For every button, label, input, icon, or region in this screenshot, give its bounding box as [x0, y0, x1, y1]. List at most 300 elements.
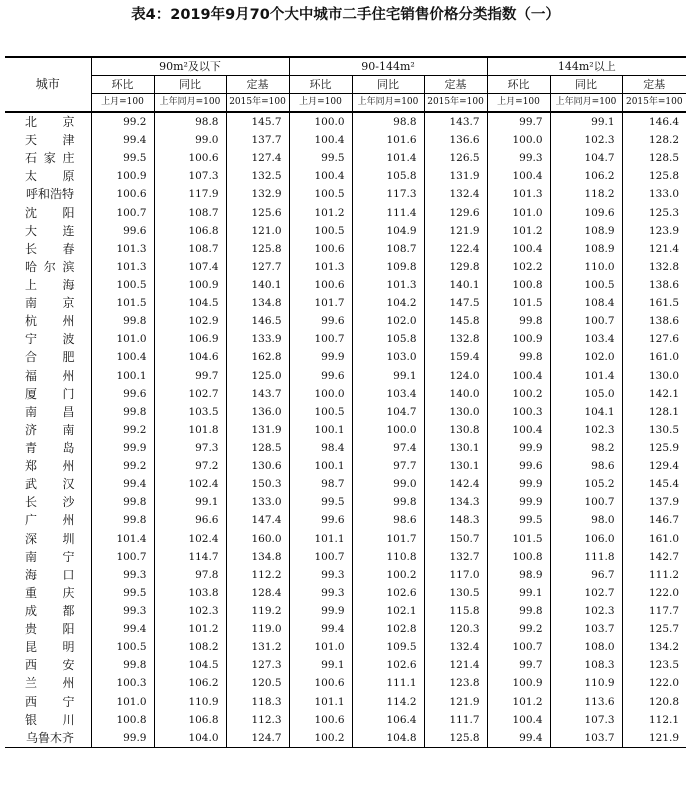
city-cell: 天津	[25, 133, 75, 148]
value-cell: 133.0	[622, 185, 686, 203]
value-cell: 101.0	[487, 204, 550, 222]
value-cell: 102.4	[154, 475, 226, 493]
column-header: 同比	[154, 76, 226, 94]
value-cell: 107.3	[154, 167, 226, 185]
value-cell: 108.7	[154, 204, 226, 222]
value-cell: 99.4	[91, 620, 154, 638]
city-cell: 乌鲁木齐	[5, 729, 91, 748]
value-cell: 132.4	[424, 638, 487, 656]
value-cell: 125.7	[622, 620, 686, 638]
value-cell: 99.6	[91, 385, 154, 403]
value-cell: 100.2	[352, 566, 424, 584]
value-cell: 100.6	[289, 674, 352, 692]
value-cell: 119.0	[226, 620, 289, 638]
value-cell: 130.0	[622, 367, 686, 385]
value-cell: 102.6	[352, 584, 424, 602]
value-cell: 143.7	[424, 112, 487, 131]
value-cell: 131.2	[226, 638, 289, 656]
value-cell: 107.4	[154, 258, 226, 276]
value-cell: 101.4	[352, 149, 424, 167]
column-header: 定基	[424, 76, 487, 94]
value-cell: 109.6	[550, 204, 622, 222]
value-cell: 100.6	[289, 276, 352, 294]
value-cell: 100.1	[289, 421, 352, 439]
value-cell: 100.2	[487, 385, 550, 403]
table-row	[5, 330, 686, 348]
value-cell: 125.3	[622, 204, 686, 222]
value-cell: 125.8	[424, 729, 487, 748]
base-header: 上月=100	[91, 94, 154, 113]
value-cell: 138.6	[622, 276, 686, 294]
value-cell: 99.9	[289, 348, 352, 366]
value-cell: 101.4	[91, 530, 154, 548]
value-cell: 97.2	[154, 457, 226, 475]
value-cell: 97.3	[154, 439, 226, 457]
value-cell: 100.6	[289, 711, 352, 729]
value-cell: 99.1	[289, 656, 352, 674]
column-header: 同比	[550, 76, 622, 94]
value-cell: 110.8	[352, 548, 424, 566]
value-cell: 101.3	[91, 258, 154, 276]
value-cell: 100.9	[91, 167, 154, 185]
value-cell: 128.2	[622, 131, 686, 149]
value-cell: 102.7	[154, 385, 226, 403]
value-cell: 147.5	[424, 294, 487, 312]
value-cell: 99.7	[154, 367, 226, 385]
table-row	[5, 348, 686, 366]
value-cell: 160.0	[226, 530, 289, 548]
value-cell: 101.3	[91, 240, 154, 258]
value-cell: 130.5	[424, 584, 487, 602]
value-cell: 100.6	[154, 149, 226, 167]
value-cell: 98.4	[289, 439, 352, 457]
value-cell: 99.9	[487, 475, 550, 493]
value-cell: 99.8	[91, 403, 154, 421]
value-cell: 103.0	[352, 348, 424, 366]
value-cell: 99.2	[91, 112, 154, 131]
value-cell: 102.7	[550, 584, 622, 602]
value-cell: 100.0	[487, 131, 550, 149]
base-header: 2015年=100	[424, 94, 487, 113]
value-cell: 99.6	[289, 367, 352, 385]
value-cell: 99.8	[352, 493, 424, 511]
table-row	[5, 276, 686, 294]
city-cell: 福州	[25, 368, 75, 383]
value-cell: 102.0	[550, 348, 622, 366]
value-cell: 145.7	[226, 112, 289, 131]
value-cell: 150.3	[226, 475, 289, 493]
value-cell: 106.8	[154, 222, 226, 240]
table-row	[5, 167, 686, 185]
value-cell: 100.1	[289, 457, 352, 475]
value-cell: 120.3	[424, 620, 487, 638]
value-cell: 130.6	[226, 457, 289, 475]
value-cell: 132.7	[424, 548, 487, 566]
value-cell: 137.9	[622, 493, 686, 511]
city-cell: 济南	[25, 422, 75, 437]
value-cell: 105.0	[550, 385, 622, 403]
table-row	[5, 711, 686, 729]
value-cell: 99.9	[91, 729, 154, 748]
value-cell: 104.7	[352, 403, 424, 421]
value-cell: 132.4	[424, 185, 487, 203]
value-cell: 99.5	[487, 511, 550, 529]
value-cell: 125.9	[622, 439, 686, 457]
city-cell: 广州	[25, 513, 75, 528]
value-cell: 100.4	[487, 711, 550, 729]
city-cell: 兰州	[25, 676, 75, 691]
value-cell: 148.3	[424, 511, 487, 529]
value-cell: 101.7	[289, 294, 352, 312]
table-row	[5, 312, 686, 330]
value-cell: 108.9	[550, 222, 622, 240]
value-cell: 108.9	[550, 240, 622, 258]
table-title: 表4：2019年9月70个大中城市二手住宅销售价格分类指数（一）	[131, 7, 560, 23]
value-cell: 114.2	[352, 693, 424, 711]
value-cell: 108.3	[550, 656, 622, 674]
value-cell: 123.5	[622, 656, 686, 674]
value-cell: 101.2	[289, 204, 352, 222]
value-cell: 99.4	[91, 131, 154, 149]
value-cell: 101.3	[487, 185, 550, 203]
value-cell: 100.6	[289, 240, 352, 258]
base-header: 2015年=100	[622, 94, 686, 113]
table-row	[5, 185, 686, 203]
value-cell: 100.4	[91, 348, 154, 366]
value-cell: 100.3	[487, 403, 550, 421]
value-cell: 146.4	[622, 112, 686, 131]
city-cell: 呼和浩特	[26, 187, 75, 202]
base-header: 上年同月=100	[352, 94, 424, 113]
value-cell: 102.3	[154, 602, 226, 620]
value-cell: 99.1	[550, 112, 622, 131]
base-header: 上月=100	[289, 94, 352, 113]
table-row	[5, 620, 686, 638]
value-cell: 100.4	[487, 367, 550, 385]
table-row	[5, 149, 686, 167]
city-cell: 南昌	[25, 404, 75, 419]
value-cell: 117.0	[424, 566, 487, 584]
value-cell: 112.1	[622, 711, 686, 729]
value-cell: 100.4	[487, 167, 550, 185]
value-cell: 133.9	[226, 330, 289, 348]
table-row	[5, 638, 686, 656]
value-cell: 121.4	[622, 240, 686, 258]
value-cell: 132.9	[226, 185, 289, 203]
value-cell: 162.8	[226, 348, 289, 366]
value-cell: 99.3	[91, 602, 154, 620]
table-row	[5, 112, 686, 131]
value-cell: 100.7	[550, 493, 622, 511]
table-row	[5, 457, 686, 475]
value-cell: 123.9	[622, 222, 686, 240]
table-row	[5, 294, 686, 312]
value-cell: 130.1	[424, 439, 487, 457]
value-cell: 104.5	[154, 294, 226, 312]
value-cell: 125.8	[226, 240, 289, 258]
value-cell: 117.9	[154, 185, 226, 203]
value-cell: 101.5	[91, 294, 154, 312]
value-cell: 99.8	[487, 602, 550, 620]
value-cell: 99.8	[487, 312, 550, 330]
table-row	[5, 204, 686, 222]
city-cell: 深圳	[25, 531, 75, 546]
value-cell: 100.8	[487, 548, 550, 566]
value-cell: 100.9	[487, 330, 550, 348]
value-cell: 113.6	[550, 693, 622, 711]
value-cell: 127.7	[226, 258, 289, 276]
value-cell: 159.4	[424, 348, 487, 366]
city-cell: 青岛	[25, 441, 75, 456]
value-cell: 132.8	[424, 330, 487, 348]
value-cell: 121.9	[622, 729, 686, 748]
value-cell: 124.0	[424, 367, 487, 385]
table-row	[5, 530, 686, 548]
value-cell: 101.2	[487, 693, 550, 711]
group-header: 90-144m²	[289, 57, 487, 76]
city-column-header: 城市	[5, 57, 91, 112]
table-row	[5, 475, 686, 493]
city-cell: 西宁	[25, 694, 75, 709]
city-cell: 西安	[25, 658, 75, 673]
table-row	[5, 367, 686, 385]
value-cell: 99.5	[91, 149, 154, 167]
value-cell: 118.3	[226, 693, 289, 711]
value-cell: 100.4	[289, 167, 352, 185]
value-cell: 99.3	[289, 566, 352, 584]
value-cell: 125.8	[622, 167, 686, 185]
table-body	[5, 112, 686, 747]
value-cell: 99.9	[289, 602, 352, 620]
table-row	[5, 674, 686, 692]
value-cell: 128.5	[622, 149, 686, 167]
value-cell: 108.7	[154, 240, 226, 258]
value-cell: 110.0	[550, 258, 622, 276]
table-row	[5, 729, 686, 748]
city-cell: 石家庄	[25, 151, 75, 166]
table-row	[5, 584, 686, 602]
value-cell: 99.6	[91, 222, 154, 240]
value-cell: 100.7	[289, 548, 352, 566]
value-cell: 101.3	[289, 258, 352, 276]
value-cell: 127.3	[226, 656, 289, 674]
value-cell: 109.8	[352, 258, 424, 276]
value-cell: 99.3	[91, 566, 154, 584]
group-header: 90m²及以下	[91, 57, 289, 76]
value-cell: 96.6	[154, 511, 226, 529]
value-cell: 99.7	[487, 112, 550, 131]
value-cell: 130.8	[424, 421, 487, 439]
value-cell: 101.1	[289, 693, 352, 711]
value-cell: 106.9	[154, 330, 226, 348]
city-cell: 大连	[25, 223, 75, 238]
value-cell: 99.4	[289, 620, 352, 638]
value-cell: 161.0	[622, 530, 686, 548]
value-cell: 108.7	[352, 240, 424, 258]
column-header: 环比	[91, 76, 154, 94]
value-cell: 119.2	[226, 602, 289, 620]
table-row	[5, 258, 686, 276]
value-cell: 99.3	[289, 584, 352, 602]
table-row	[5, 602, 686, 620]
value-cell: 101.2	[154, 620, 226, 638]
value-cell: 99.3	[487, 149, 550, 167]
value-cell: 133.0	[226, 493, 289, 511]
value-cell: 127.6	[622, 330, 686, 348]
value-cell: 102.3	[550, 602, 622, 620]
table-row	[5, 439, 686, 457]
value-cell: 150.7	[424, 530, 487, 548]
value-cell: 108.0	[550, 638, 622, 656]
value-cell: 100.5	[289, 403, 352, 421]
price-index-table	[5, 56, 686, 748]
city-cell: 银川	[25, 712, 75, 727]
value-cell: 161.0	[622, 348, 686, 366]
base-header: 2015年=100	[226, 94, 289, 113]
value-cell: 99.6	[289, 511, 352, 529]
value-cell: 98.8	[352, 112, 424, 131]
value-cell: 112.3	[226, 711, 289, 729]
value-cell: 104.5	[154, 656, 226, 674]
city-cell: 杭州	[25, 314, 75, 329]
value-cell: 100.0	[352, 421, 424, 439]
city-cell: 重庆	[25, 585, 75, 600]
value-cell: 125.0	[226, 367, 289, 385]
value-cell: 102.4	[154, 530, 226, 548]
value-cell: 101.0	[91, 330, 154, 348]
value-cell: 142.4	[424, 475, 487, 493]
value-cell: 98.0	[550, 511, 622, 529]
value-cell: 106.2	[154, 674, 226, 692]
table-row	[5, 566, 686, 584]
value-cell: 99.0	[352, 475, 424, 493]
value-cell: 101.4	[550, 367, 622, 385]
city-cell: 合肥	[25, 350, 75, 365]
value-cell: 99.9	[487, 439, 550, 457]
value-cell: 131.9	[226, 421, 289, 439]
value-cell: 101.8	[154, 421, 226, 439]
city-cell: 上海	[25, 278, 75, 293]
value-cell: 96.7	[550, 566, 622, 584]
value-cell: 99.1	[487, 584, 550, 602]
value-cell: 132.5	[226, 167, 289, 185]
value-cell: 101.0	[91, 693, 154, 711]
city-cell: 长春	[25, 241, 75, 256]
value-cell: 129.6	[424, 204, 487, 222]
city-cell: 哈尔滨	[25, 259, 75, 274]
value-cell: 143.7	[226, 385, 289, 403]
value-cell: 134.2	[622, 638, 686, 656]
table-row	[5, 493, 686, 511]
value-cell: 99.9	[91, 439, 154, 457]
base-header: 上月=100	[487, 94, 550, 113]
value-cell: 122.0	[622, 674, 686, 692]
value-cell: 99.4	[487, 729, 550, 748]
value-cell: 117.3	[352, 185, 424, 203]
value-cell: 99.8	[91, 493, 154, 511]
value-cell: 100.5	[91, 638, 154, 656]
value-cell: 100.0	[289, 385, 352, 403]
value-cell: 98.6	[550, 457, 622, 475]
value-cell: 109.5	[352, 638, 424, 656]
value-cell: 130.1	[424, 457, 487, 475]
value-cell: 104.8	[352, 729, 424, 748]
value-cell: 104.6	[154, 348, 226, 366]
value-cell: 100.4	[487, 240, 550, 258]
value-cell: 124.7	[226, 729, 289, 748]
value-cell: 146.7	[622, 511, 686, 529]
value-cell: 99.6	[487, 457, 550, 475]
value-cell: 114.7	[154, 548, 226, 566]
value-cell: 111.7	[424, 711, 487, 729]
table-row	[5, 222, 686, 240]
value-cell: 100.3	[91, 674, 154, 692]
value-cell: 100.8	[487, 276, 550, 294]
value-cell: 111.1	[352, 674, 424, 692]
value-cell: 101.1	[289, 530, 352, 548]
value-cell: 123.8	[424, 674, 487, 692]
city-cell: 南宁	[25, 549, 75, 564]
base-header: 上年同月=100	[550, 94, 622, 113]
value-cell: 121.0	[226, 222, 289, 240]
table-row	[5, 131, 686, 149]
city-cell: 昆明	[25, 640, 75, 655]
value-cell: 137.7	[226, 131, 289, 149]
value-cell: 134.3	[424, 493, 487, 511]
table-row	[5, 403, 686, 421]
column-header: 定基	[226, 76, 289, 94]
value-cell: 106.2	[550, 167, 622, 185]
value-cell: 98.9	[487, 566, 550, 584]
value-cell: 108.4	[550, 294, 622, 312]
value-cell: 99.8	[91, 312, 154, 330]
value-cell: 125.6	[226, 204, 289, 222]
value-cell: 130.0	[424, 403, 487, 421]
value-cell: 97.7	[352, 457, 424, 475]
value-cell: 145.4	[622, 475, 686, 493]
value-cell: 104.2	[352, 294, 424, 312]
value-cell: 105.8	[352, 167, 424, 185]
city-cell: 贵阳	[25, 622, 75, 637]
value-cell: 99.1	[154, 493, 226, 511]
value-cell: 103.7	[550, 729, 622, 748]
city-cell: 长沙	[25, 495, 75, 510]
table-row	[5, 511, 686, 529]
value-cell: 100.1	[91, 367, 154, 385]
value-cell: 98.8	[154, 112, 226, 131]
value-cell: 100.4	[487, 421, 550, 439]
base-header: 上年同月=100	[154, 94, 226, 113]
value-cell: 100.4	[289, 131, 352, 149]
table-row	[5, 421, 686, 439]
value-cell: 100.2	[289, 729, 352, 748]
value-cell: 122.4	[424, 240, 487, 258]
value-cell: 128.1	[622, 403, 686, 421]
value-cell: 110.9	[154, 693, 226, 711]
value-cell: 128.4	[226, 584, 289, 602]
value-cell: 102.3	[550, 131, 622, 149]
value-cell: 99.6	[289, 312, 352, 330]
value-cell: 104.0	[154, 729, 226, 748]
value-cell: 101.5	[487, 530, 550, 548]
city-cell: 成都	[25, 604, 75, 618]
table-row	[5, 385, 686, 403]
value-cell: 106.4	[352, 711, 424, 729]
value-cell: 104.1	[550, 403, 622, 421]
city-cell: 太原	[25, 169, 75, 184]
value-cell: 102.0	[352, 312, 424, 330]
value-cell: 100.7	[289, 330, 352, 348]
